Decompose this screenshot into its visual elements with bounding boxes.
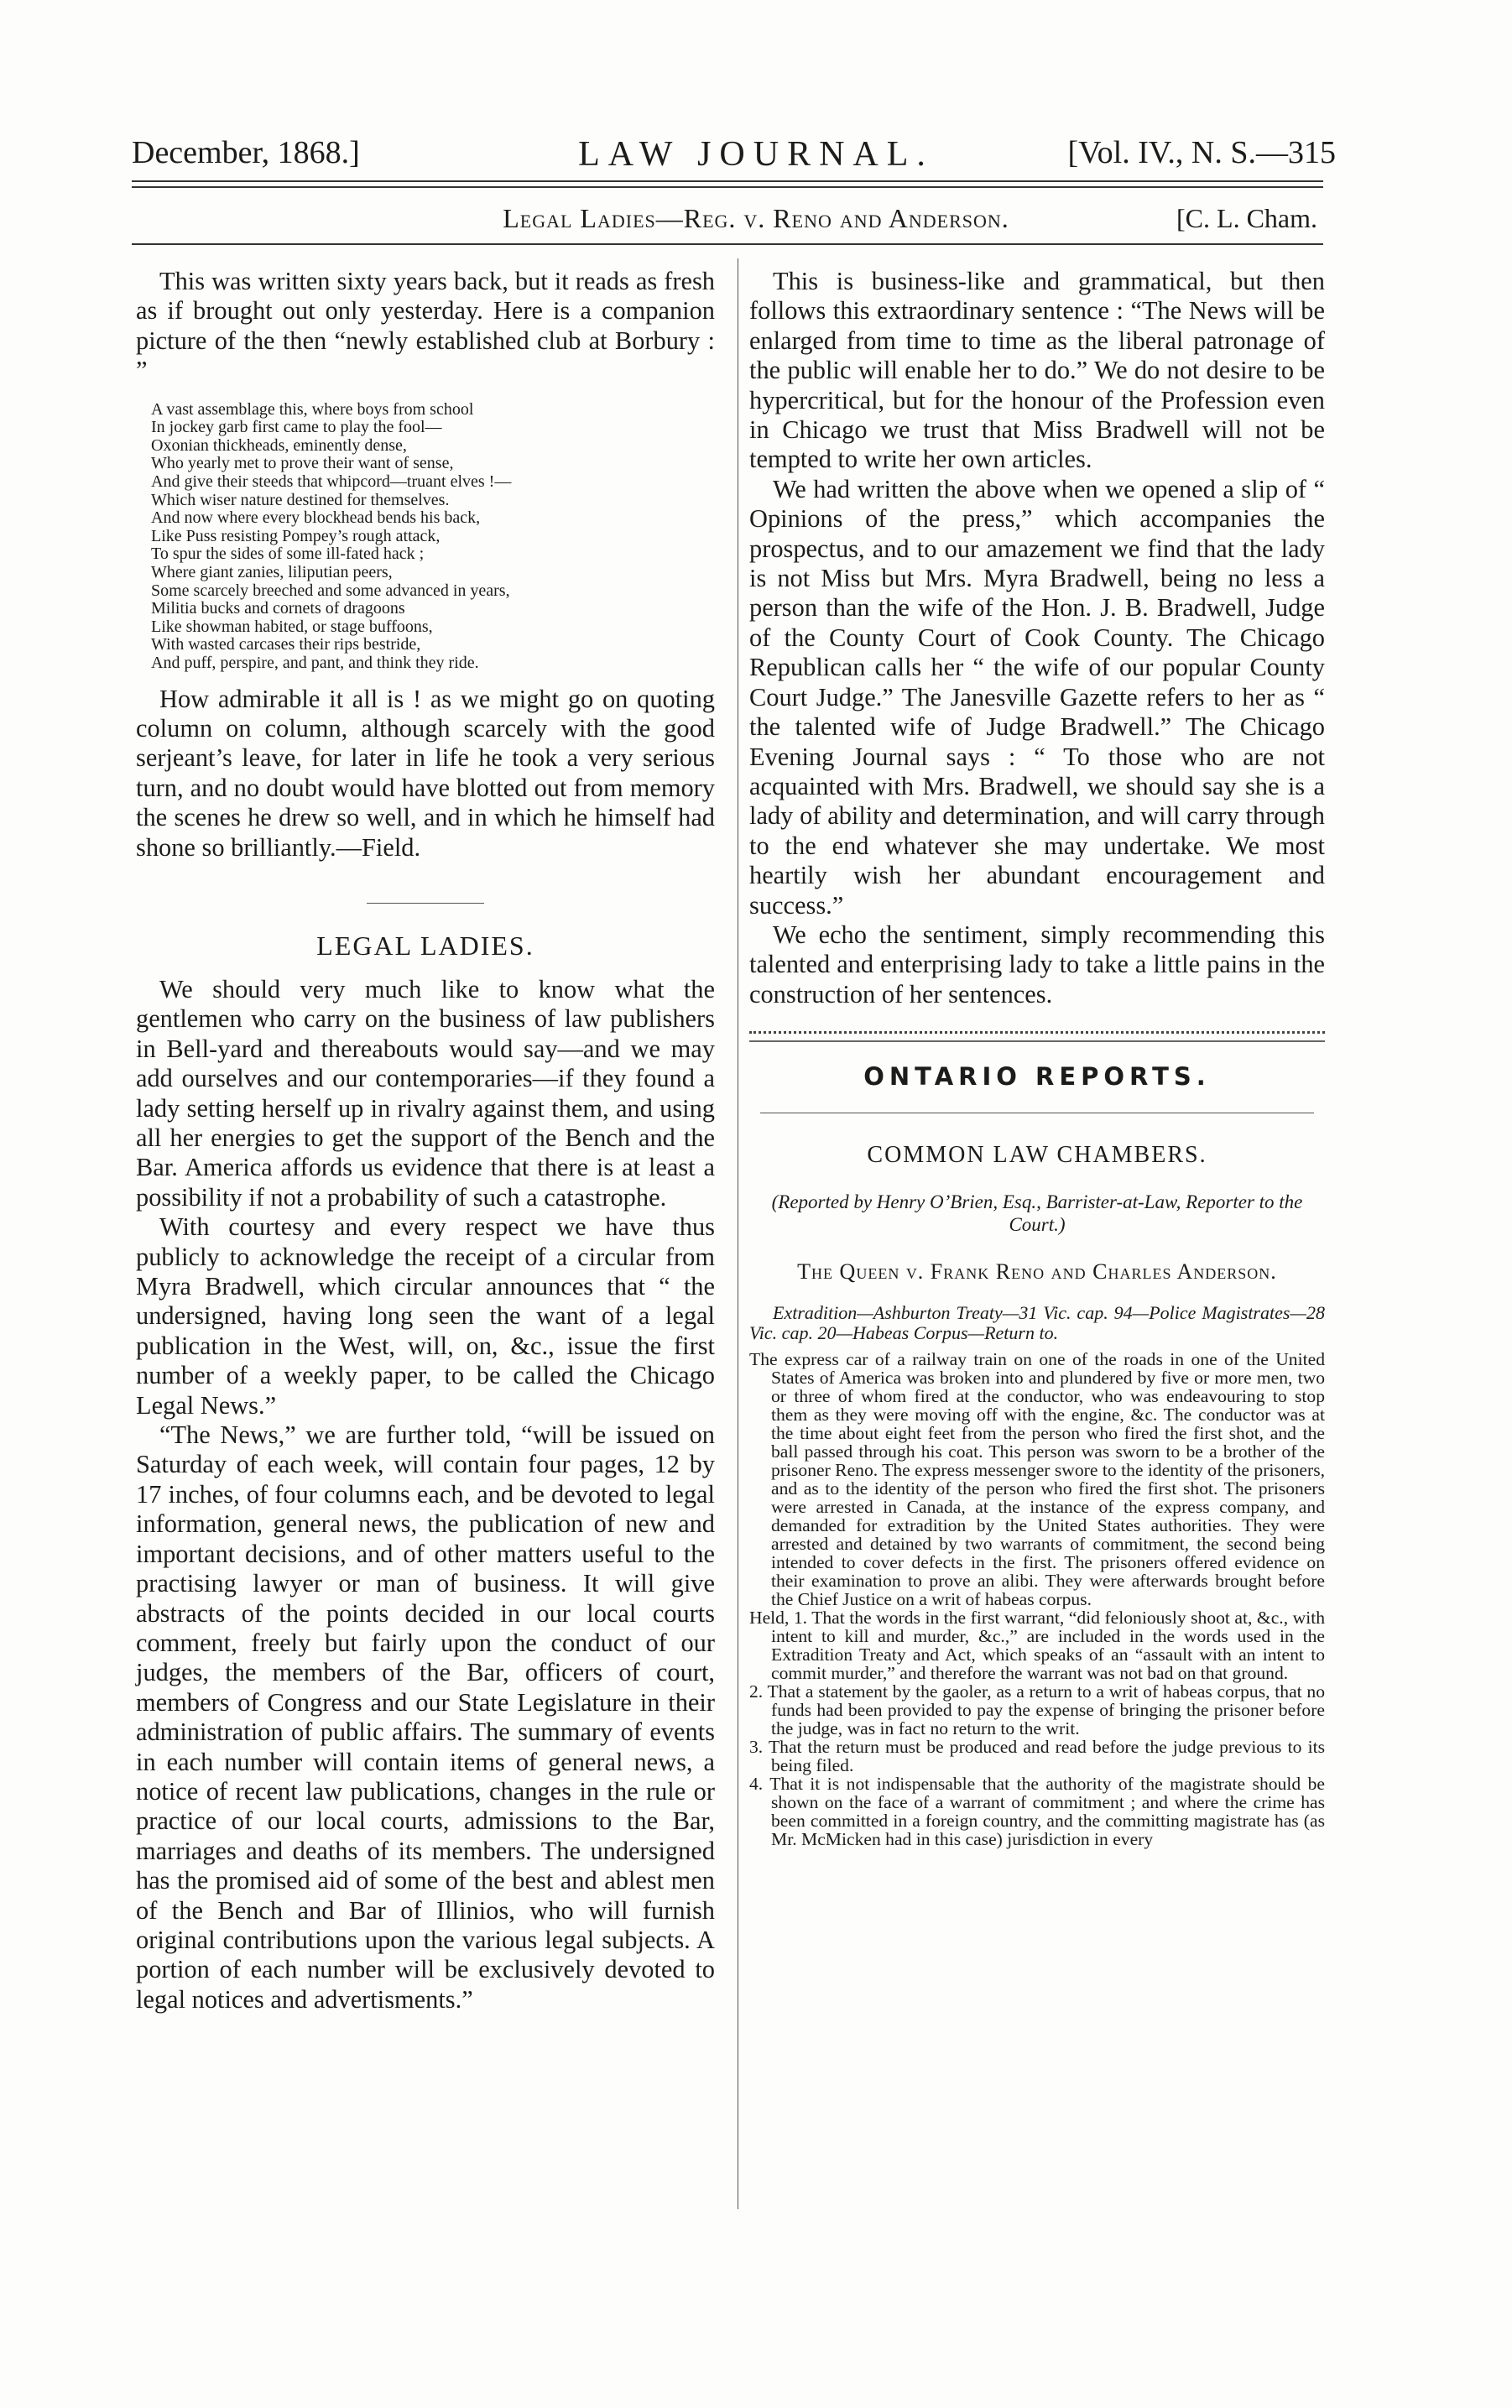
reports-title: ONTARIO REPORTS. bbox=[863, 1062, 1211, 1092]
header-rule-bottom bbox=[132, 186, 1323, 188]
right-column bbox=[749, 267, 1325, 1848]
case-facts: The express car of a railway train on one of the roads in one of the United States of America was broken into and plundered by five or more men, two or three of whom fired at the conductor, who was endeavouring to stop them as they were moving off with the engine, &c. The conductor was at the time about eight feet from the person who fired the first shot, and the ball passed through his coat. This person was sworn to be a brother of the prisoner Reno. The express messenger swore to the identity of the prisoners, and as to the identity of the person who fired the first shot. The prisoners were arrested in Canada, at the instance of the express company, and demanded for extradition by the United States authorities. They were arrested and detained by two warrants of commitment, the second being intended to cover defects in the first. The prisoners offered evidence on their examination to prove an alibi. They were afterwards brought before the Chief Justice on a writ of habeas corpus. bbox=[749, 1349, 1325, 1610]
poem bbox=[151, 401, 715, 673]
left-column bbox=[136, 267, 715, 2014]
section-divider bbox=[367, 903, 484, 904]
closing-paragraph: How admirable it all is ! as we might go on quoting column on column, although scarcely with the good serjeant’s leave, for later in life he took a very serious turn, and no doubt would have blotted out from memory the scenes he drew so well, and in which he himself had shone so brilliantly.—Field. bbox=[136, 684, 715, 862]
poem-line: Which wiser nature destined for themselves. bbox=[151, 490, 450, 509]
header-journal-title: LAW JOURNAL. bbox=[578, 135, 934, 174]
poem-line: With wasted carcases their rips bestride, bbox=[151, 635, 421, 654]
subheader-rule bbox=[132, 243, 1323, 245]
body-paragraph: With courtesy and every respect we have thus publicly to acknowledge the receipt of a circular from Myra Bradwell, which circular announces that “ the undersigned, having long seen the want of a legal publication in the West, will, on, &c., issue the first number of a weekly paper, to be called the Chicago Legal News.” bbox=[136, 1212, 715, 1420]
body-paragraph: This is business-like and grammatical, but then follows this extraordinary sentence : “The News will be enlarged from time to time as the liberal patronage of the public will enable her to do.” We do not desire to be hypercritical, but for the honour of the Profession even in Chicago we trust that Miss Bradwell will not be tempted to write her own articles. bbox=[749, 267, 1325, 474]
poem-line: A vast assemblage this, where boys from school bbox=[151, 399, 474, 419]
reporter-byline: (Reported by Henry O’Brien, Esq., Barrister-at-Law, Reporter to the Court.) bbox=[771, 1191, 1303, 1236]
poem-line: And now where every blockhead bends his back, bbox=[151, 508, 481, 528]
running-court: [C. L. Cham. bbox=[1176, 203, 1317, 233]
poem-line: Some scarcely breeched and some advanced in years, bbox=[151, 581, 510, 600]
poem-line: Like Puss resisting Pompey’s rough attack, bbox=[151, 526, 441, 545]
holding: Held, 1. That the words in the first warrant, “did feloniously shoot at, &c., with intent to kill and murder, &c.,” are included in the words used in the Extradition Treaty and Act, which speaks of an “assault with an intent to commit murder,” and therefore the warrant was not bad on that ground. bbox=[749, 1608, 1325, 1684]
case-title: The Queen v. Frank Reno and Charles Anderson. bbox=[797, 1259, 1277, 1285]
header-rule-top bbox=[132, 180, 1323, 182]
intro-paragraph: This was written sixty years back, but it reads as fresh as if brought out only yesterday. Here is a companion picture of the then “newly established club at Borbury : ” bbox=[136, 267, 715, 385]
holding: 3. That the return must be produced and read before the judge previous to its being filed. bbox=[749, 1737, 1325, 1776]
poem-line: And give their steeds that whipcord—truant elves !— bbox=[151, 472, 512, 491]
court-title: COMMON LAW CHAMBERS. bbox=[867, 1142, 1207, 1169]
poem-line: And puff, perspire, and pant, and think they ride. bbox=[151, 653, 479, 672]
section-title: LEGAL LADIES. bbox=[316, 930, 534, 961]
poem-line: Like showman habited, or stage buffoons, bbox=[151, 617, 433, 636]
poem-line: Militia bucks and cornets of dragoons bbox=[151, 599, 405, 618]
body-paragraph: We echo the sentiment, simply recommending this talented and enterprising lady to take a little pains in the construction of her sentences. bbox=[749, 920, 1325, 1009]
poem-line: Who yearly met to prove their want of sense, bbox=[151, 454, 454, 473]
poem-line: To spur the sides of some ill-fated hack ; bbox=[151, 545, 425, 564]
body-paragraph: We had written the above when we opened a slip of “ Opinions of the press,” which accompanies the prospectus, and to our amazement we find that the lady is not Miss but Mrs. Myra Bradwell, being no less a person than the wife of the Hon. J. B. Bradwell, Judge of the County Court of Cook County. The Chicago Republican calls her “ the wife of our popular County Court Judge.” The Janesville Gazette refers to her as “ the talented wife of Judge Bradwell.” The Chicago Evening Journal says : “ To those who are not acquainted with Mrs. Bradwell, we should say she is a lady of ability and determination, and will carry through to the end whatever she may undertake. We most heartily wish her abundant encouragement and success.” bbox=[749, 474, 1325, 920]
body-paragraph: “The News,” we are further told, “will be issued on Saturday of each week, will contain four pages, 12 by 17 inches, of four columns each, and be devoted to legal information, general news, the publication of new and important decisions, and of other matters useful to the practising lawyer or man of business. It will give abstracts of the points decided in our local courts comment, freely but fairly upon the conduct of our judges, the members of the Bar, officers of court, members of Congress and our State Legislature in their administration of public affairs. The summary of events in each number will contain items of general news, a notice of recent law publications, changes in the rule or practice of our local courts, admissions to the Bar, marriages and deaths of its members. The undersigned has the promised aid of some of the best and ablest men of the Bench and Bar of Illinios, who will furnish original contributions upon the various legal subjects. A portion of each number will be exclusively devoted to legal notices and advertisments.” bbox=[136, 1420, 715, 2014]
headnote: Extradition—Ashburton Treaty—31 Vic. cap. 94—Police Magistrates—28 Vic. cap. 20—Habeas Corpus—Return to. bbox=[749, 1302, 1325, 1344]
poem-line: Oxonian thickheads, eminently dense, bbox=[151, 435, 407, 455]
body-paragraph: We should very much like to know what the gentlemen who carry on the business of law publishers in Bell-yard and thereabouts would say—and we may add ourselves and our contemporaries—if they found a lady setting herself up in rivalry against them, and using all her energies to get the support of the Bench and the Bar. America affords us evidence that there is at least a possibility if not a probability of such a catastrophe. bbox=[136, 974, 715, 1212]
header-date: December, 1868.] bbox=[132, 135, 360, 170]
holding: 4. That it is not indispensable that the authority of the magistrate should be shown on the face of a warrant of commitment ; and where the crime has been committed in a foreign country, and the committing magistrate has (as Mr. McMicken had in this case) jurisdiction in every bbox=[749, 1774, 1325, 1850]
ornamental-rule bbox=[749, 1031, 1325, 1042]
running-title: Legal Ladies—Reg. v. Reno and Anderson. bbox=[503, 203, 1009, 233]
holding: 2. That a statement by the gaoler, as a return to a writ of habeas corpus, that no funds had been provided to pay the expense of bringing the prisoner before the judge, was in fact no return to the writ. bbox=[749, 1681, 1325, 1739]
poem-line: In jockey garb first came to play the fool— bbox=[151, 418, 442, 437]
header-volume-page: [Vol. IV., N. S.—315 bbox=[1067, 135, 1336, 170]
poem-line: Where giant zanies, liliputian peers, bbox=[151, 562, 393, 581]
